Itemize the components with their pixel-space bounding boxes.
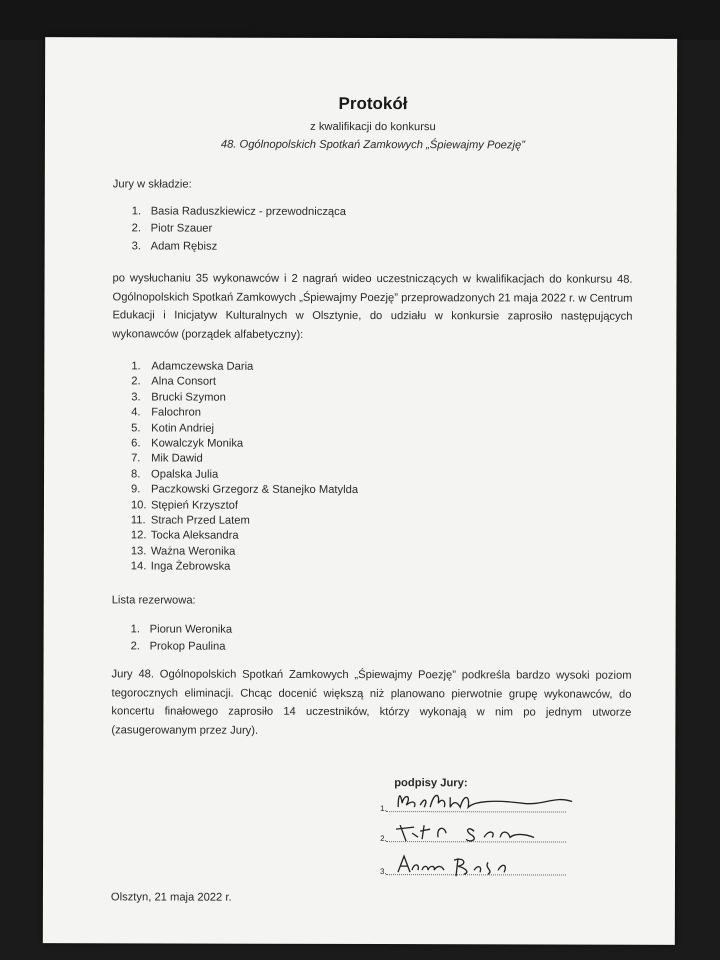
document-title: Protokół <box>338 93 408 114</box>
list-item: 13. Ważna Weronika <box>130 545 236 558</box>
signature-line: 1. <box>380 791 580 816</box>
place-date: Olsztyn, 21 maja 2022 r. <box>110 891 232 904</box>
list-item: 2. Prokop Paulina <box>130 640 226 654</box>
list-item: 2. Alna Consort <box>131 375 216 389</box>
list-item: 5. Kotin Andriej <box>131 421 215 435</box>
list-item: 6. Kowalczyk Monika <box>131 437 244 450</box>
reserve-heading: Lista rezerwowa: <box>111 594 196 607</box>
handwritten-signature <box>384 815 584 846</box>
reserve-list <box>131 621 233 656</box>
list-item: 8. Opalska Julia <box>131 468 219 481</box>
list-item: 10. Stępień Krzysztof <box>130 498 239 512</box>
list-item: 1. Adamczewska Daria <box>131 360 254 373</box>
list-item: 1. Piorun Weronika <box>130 623 233 636</box>
signature-line: 3. <box>380 854 580 879</box>
event-name: 48. Ogólnopolskich Spotkań Zamkowych „Śpiewajmy Poezję” <box>220 138 525 152</box>
signatures-heading: podpisy Jury: <box>394 777 468 790</box>
list-item: 14. Inga Żebrowska <box>130 560 231 573</box>
handwritten-signature <box>384 848 584 879</box>
list-item: 3. Brucki Szymon <box>131 391 226 404</box>
dark-background <box>0 0 720 40</box>
jury-member: 3. Adam Rębisz <box>131 240 218 253</box>
list-item: 9. Paczkowski Grzegorz & Stanejko Matylda <box>130 483 359 497</box>
list-item: 7. Mik Dawid <box>131 452 203 465</box>
handwritten-signature <box>384 785 584 816</box>
jury-member: 1. Basia Raduszkiewicz - przewodnicząca <box>131 205 346 218</box>
intro-paragraph: po wysłuchaniu 35 wykonawców i 2 nagrań wideo uczestniczących w kwalifikacjach do konkursu 48. Ogólnopolskich Spotkań Zamkowych „Śpiewajmy Poezję” przeprowadzonych 21 maja 2022 r. w Centrum Edukacji i Inicjatyw Kulturalnych w Olsztynie, do udziału w konkursie zaprosiło następujących wykonawców (porządek alfabetyczny): <box>112 272 633 341</box>
jury-heading: Jury w składzie: <box>112 178 192 191</box>
document-subtitle: z kwalifikacji do konkursu <box>310 120 436 134</box>
jury-list <box>132 203 346 256</box>
list-item: 11. Strach Przed Latem <box>130 514 250 527</box>
jury-member: 2. Piotr Szauer <box>131 222 213 236</box>
list-item: 4. Falochron <box>131 406 201 419</box>
signature-line: 2. <box>380 821 580 846</box>
list-item: 12. Tocka Aleksandra <box>130 529 239 542</box>
performers-list <box>131 359 359 575</box>
document-page <box>43 37 677 945</box>
closing-paragraph: Jury 48. Ogólnopolskich Spotkań Zamkowych „Śpiewajmy Poezję” podkreśla bardzo wysoki poziom tegorocznych eliminacji. Chcąc docenić większą niż planowano pierwotnie grupę wykonawców, do koncertu finałowego zaprosiło 14 uczestników, którzy wykonają w nim po jednym utworze (zasugerowanym przez Jury). <box>111 668 632 737</box>
